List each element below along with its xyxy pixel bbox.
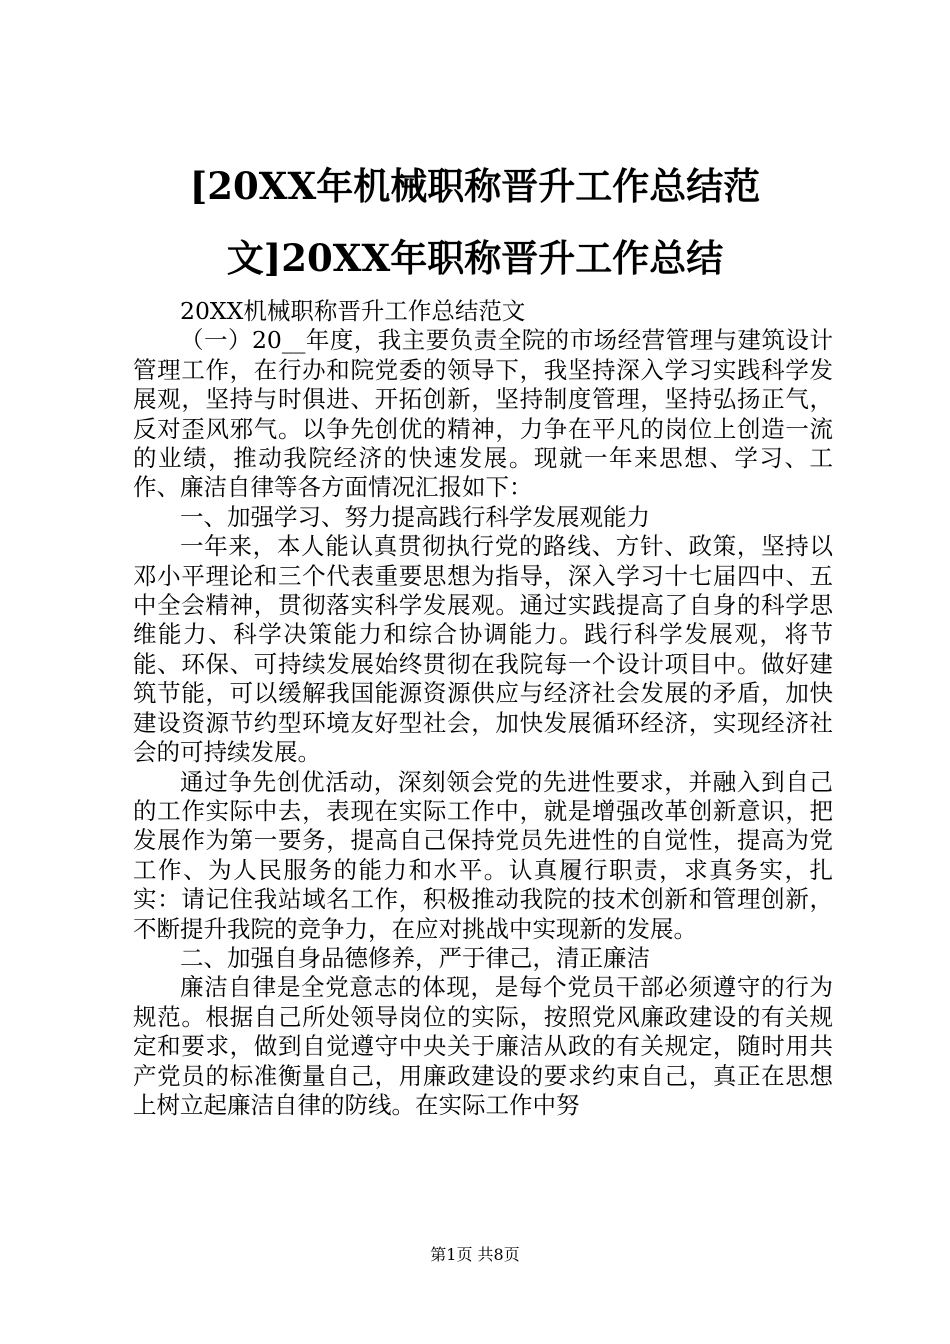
paragraph-section-1-a: 一年来，本人能认真贯彻执行党的路线、方针、政策，坚持以邓小平理论和三个代表重要思想为指导，深入学习十七届四中、五中全会精神，贯彻落实科学发展观。通过实践提高了自身的科学思维能力、科学决策能力和综合协调能力。践行科学发展观，将节能、环保、可持续发展始终贯彻在我院每一个设计项目中。做好建筑节能，可以缓解我国能源资源供应与经济社会发展的矛盾，加快建设资源节约型环境友好型社会，加快发展循环经济，实现经济社会的可持续发展。 <box>133 532 833 767</box>
paragraph-section-2-a: 廉洁自律是全党意志的体现，是每个党员干部必须遵守的行为规范。根据自己所处领导岗位的实际，按照党风廉政建设的有关规定和要求，做到自觉遵守中央关于廉洁从政的有关规定，随时用共产党员的标准衡量自己，用廉政建设的要求约束自己，真正在思想上树立起廉洁自律的防线。在实际工作中努 <box>133 973 833 1119</box>
paragraph-intro: （一）20__年度，我主要负责全院的市场经营管理与建筑设计管理工作，在行办和院党委的领导下，我坚持深入学习实践科学发展观，坚持与时俱进、开拓创新，坚持制度管理，坚持弘扬正气，反对歪风邪气。以争先创优的精神，力争在平凡的岗位上创造一流的业绩，推动我院经济的快速发展。现就一年来思想、学习、工作、廉洁自律等各方面情况汇报如下： <box>133 326 833 502</box>
document-body <box>133 297 833 1120</box>
section-heading-1: 一、加强学习、努力提高践行科学发展观能力 <box>180 502 650 531</box>
page-number-footer: 第1页 共8页 <box>430 1245 520 1264</box>
paragraph-section-1-b: 通过争先创优活动，深刻领会党的先进性要求，并融入到自己的工作实际中去，表现在实际工作中，就是增强改革创新意识，把发展作为第一要务，提高自己保持党员先进性的自觉性，提高为党工作、为人民服务的能力和水平。认真履行职责，求真务实，扎实：请记住我站域名工作，积极推动我院的技术创新和管理创新，不断提升我院的竞争力，在应对挑战中实现新的发展。 <box>133 767 833 943</box>
section-heading-2: 二、加强自身品德修养，严于律己，清正廉洁 <box>180 943 650 972</box>
document-title: [20XX年机械职称晋升工作总结范文]20XX年职称晋升工作总结 <box>189 164 761 280</box>
paragraph-subtitle: 20XX机械职称晋升工作总结范文 <box>180 297 526 325</box>
